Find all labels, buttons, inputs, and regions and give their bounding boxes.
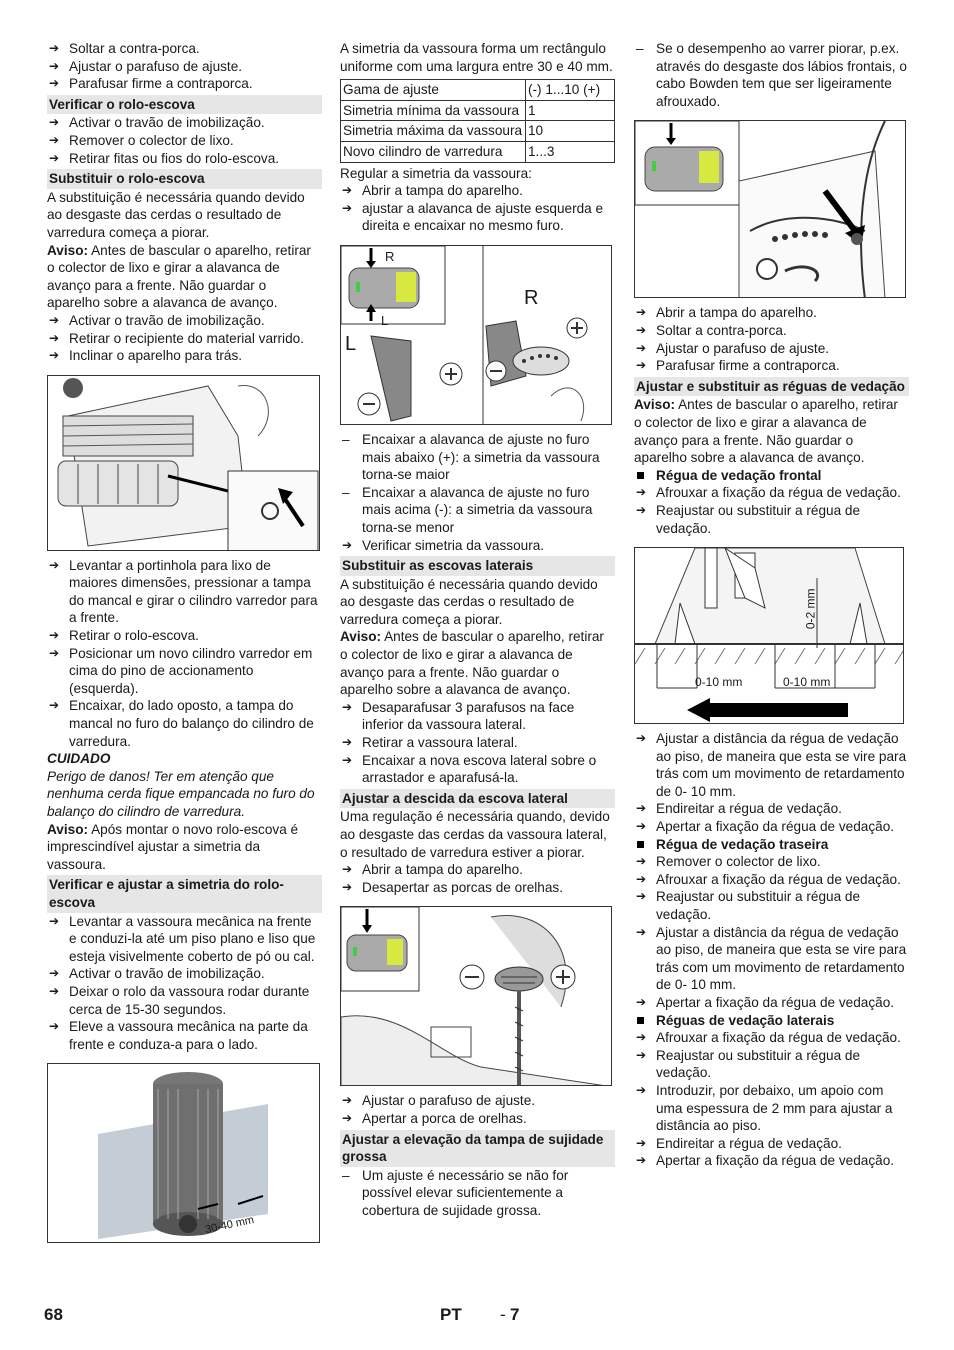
- step: ➔ Desaparafusar 3 parafusos na face inferior da vassoura lateral.: [340, 699, 615, 734]
- bullet-heading: Régua de vedação frontal: [634, 467, 909, 485]
- table-row: [341, 121, 615, 142]
- step: ➔ Parafusar firme a contraporca.: [47, 75, 322, 93]
- step: ➔ Abrir a tampa do aparelho.: [634, 304, 909, 322]
- note-paragraph: [340, 628, 615, 698]
- step: ➔ Soltar a contra-porca.: [634, 322, 909, 340]
- note-paragraph: [47, 821, 322, 874]
- table-cell: Simetria mínima da vassoura: [341, 100, 526, 121]
- note-text: Antes de bascular o aparelho, retirar o colector de lixo e girar a alavanca de avanço para a frente. Não guardar o aparelho sobre a alavanca de avanço.: [634, 397, 898, 466]
- bowden-cable-figure: [634, 120, 906, 298]
- step: ➔ Apertar a fixação da régua de vedação.: [634, 994, 909, 1012]
- step: ➔ Reajustar ou substituir a régua de vedação.: [634, 888, 909, 923]
- step: ➔ Deixar o rolo da vassoura rodar durante cerca de 15-30 segundos.: [47, 983, 322, 1018]
- table-cell: 1...3: [526, 141, 615, 162]
- bullet-heading: Réguas de vedação laterais: [634, 1012, 909, 1030]
- brush-pattern-figure: [47, 1063, 320, 1243]
- dash-item: – Encaixar a alavanca de ajuste no furo mais acima (-): a simetria da vassoura torna-se menor: [340, 484, 615, 537]
- height-label: 0-2 mm: [803, 588, 818, 630]
- step: ➔ Reajustar ou substituir a régua de vedação.: [634, 502, 909, 537]
- table-cell: (-) 1...10 (+): [526, 80, 615, 101]
- note-label: Aviso:: [47, 242, 89, 258]
- step: ➔ ajustar a alavanca de ajuste esquerda e direita e encaixar no mesmo furo.: [340, 200, 615, 235]
- table-row: [341, 141, 615, 162]
- table-cell: Gama de ajuste: [341, 80, 526, 101]
- settings-table: [340, 79, 615, 162]
- step: ➔ Posicionar um novo cilindro varredor em cima do pino de accionamento (esquerda).: [47, 645, 322, 698]
- bullet-heading: Régua de vedação traseira: [634, 836, 909, 854]
- step: ➔ Soltar a contra-porca.: [47, 40, 322, 58]
- section-heading: Ajustar a descida da escova lateral: [340, 789, 615, 809]
- dash-item: – Um ajuste é necessário se não for possível elevar suficientemente a cobertura de sujidade grossa.: [340, 1167, 615, 1220]
- note-text: Antes de bascular o aparelho, retirar o colector de lixo e girar a alavanca de avanço para a frente. Não guardar o aparelho sobre a alavanca de avanço.: [340, 629, 604, 698]
- step: ➔ Retirar o rolo-escova.: [47, 627, 322, 645]
- paragraph: A substituição é necessária quando devido ao desgaste das cerdas o resultado de varredura começa a piorar.: [47, 189, 305, 240]
- step: ➔ Endireitar a régua de vedação.: [634, 800, 909, 818]
- roller-brush-figure: [47, 375, 320, 551]
- note-paragraph: [634, 396, 909, 466]
- caution-heading: CUIDADO: [47, 751, 111, 767]
- wing-nut-figure: [340, 906, 612, 1086]
- step: ➔ Inclinar o aparelho para trás.: [47, 347, 322, 365]
- step: ➔ Apertar a fixação da régua de vedação.: [634, 1152, 909, 1170]
- table-row: [341, 80, 615, 101]
- sub-page-number: 7: [510, 1305, 520, 1324]
- table-cell: Simetria máxima da vassoura: [341, 121, 526, 142]
- figure-label-l-large: L: [345, 332, 357, 355]
- step: ➔ Apertar a porca de orelhas.: [340, 1110, 615, 1128]
- paragraph: A substituição é necessária quando devido ao desgaste das cerdas o resultado de varredura começa a piorar.: [340, 576, 598, 627]
- step: ➔ Encaixar a nova escova lateral sobre o arrastador e aparafusá-la.: [340, 752, 615, 787]
- column-3: [634, 40, 909, 1170]
- step: ➔ Apertar a fixação da régua de vedação.: [634, 818, 909, 836]
- section-heading: Verificar e ajustar a simetria do rolo-escova: [47, 875, 322, 912]
- step: ➔ Activar o travão de imobilização.: [47, 965, 322, 983]
- step: ➔ Activar o travão de imobilização.: [47, 114, 322, 132]
- step: ➔ Desapertar as porcas de orelhas.: [340, 879, 615, 897]
- step: ➔ Encaixar, do lado oposto, a tampa do mancal no furo do balanço do cilindro de varredura.: [47, 697, 322, 750]
- gap-label-right: 0-10 mm: [783, 675, 831, 690]
- step: ➔ Afrouxar a fixação da régua de vedação.: [634, 484, 909, 502]
- step: ➔ Ajustar o parafuso de ajuste.: [340, 1092, 615, 1110]
- step: ➔ Parafusar firme a contraporca.: [634, 357, 909, 375]
- dash-item: – Encaixar a alavanca de ajuste no furo mais abaixo (+): a simetria da vassoura torna-se maior: [340, 431, 615, 484]
- step: ➔ Remover o colector de lixo.: [634, 853, 909, 871]
- column-2: [340, 40, 615, 1220]
- step: ➔ Ajustar o parafuso de ajuste.: [634, 340, 909, 358]
- table-row: [341, 100, 615, 121]
- gap-label-left: 0-10 mm: [695, 675, 743, 690]
- step: ➔ Abrir a tampa do aparelho.: [340, 861, 615, 879]
- dash-item: – Se o desempenho ao varrer piorar, p.ex. através do desgaste dos lábios frontais, o cabo Bowden tem que ser ligeiramente afrouxado.: [634, 40, 909, 110]
- figure-label-l: L: [381, 312, 389, 328]
- table-cell: 10: [526, 121, 615, 142]
- step: ➔ Retirar o recipiente do material varrido.: [47, 330, 322, 348]
- language-code: PT: [440, 1305, 462, 1324]
- section-heading: Substituir as escovas laterais: [340, 556, 615, 576]
- page-footer: [0, 1306, 954, 1330]
- section-heading: Substituir o rolo-escova: [47, 169, 322, 189]
- paragraph: A simetria da vassoura forma um rectângulo uniforme com uma largura entre 30 e 40 mm.: [340, 41, 613, 74]
- adjust-lever-figure: [340, 245, 612, 425]
- seal-strip-figure: [634, 547, 904, 724]
- note-text: Após montar o novo rolo-escova é imprescindível ajustar a simetria da vassoura.: [47, 821, 299, 872]
- step: ➔ Retirar fitas ou fios do rolo-escova.: [47, 150, 322, 168]
- column-1: [47, 40, 322, 1249]
- step: ➔ Activar o travão de imobilização.: [47, 312, 322, 330]
- note-label: Aviso:: [340, 629, 382, 645]
- step: ➔ Abrir a tampa do aparelho.: [340, 182, 615, 200]
- step: ➔ Levantar a portinhola para lixo de maiores dimensões, pressionar a tampa do mancal e girar o cilindro varredor para a frente.: [47, 557, 322, 627]
- step: ➔ Ajustar o parafuso de ajuste.: [47, 58, 322, 76]
- footer-separator: -: [500, 1305, 506, 1324]
- step: ➔ Endireitar a régua de vedação.: [634, 1135, 909, 1153]
- step: ➔ Remover o colector de lixo.: [47, 132, 322, 150]
- paragraph: Uma regulação é necessária quando, devido ao desgaste das cerdas da vassoura lateral, o resultado de varredura estiver a piorar.: [340, 809, 610, 860]
- section-heading: Ajustar a elevação da tampa de sujidade grossa: [340, 1130, 615, 1167]
- step: ➔ Ajustar a distância da régua de vedação ao piso, de maneira que esta se vire para trás com um movimento de retardamento de 0- 10 mm.: [634, 924, 909, 994]
- note-label: Aviso:: [634, 397, 676, 413]
- step: ➔ Levantar a vassoura mecânica na frente e conduzi-la até um piso plano e liso que esteja visivelmente coberto de pó ou cal.: [47, 913, 322, 966]
- step: ➔ Introduzir, por debaixo, um apoio com uma espessura de 2 mm para ajustar a distância ao piso.: [634, 1082, 909, 1135]
- note-text: Antes de bascular o aparelho, retirar o colector de lixo e girar a alavanca de avanço para a frente. Não guardar o aparelho sobre a alavanca de avanço.: [47, 242, 311, 311]
- caution-text: Perigo de danos! Ter em atenção que nenhuma cerda fique empancada no furo do balanço do cilindro de varredura.: [47, 768, 315, 819]
- paragraph: Regular a simetria da vassoura:: [340, 165, 532, 181]
- brush-pattern-label: 30-40 mm: [204, 1214, 256, 1237]
- step: ➔ Afrouxar a fixação da régua de vedação.: [634, 871, 909, 889]
- table-cell: 1: [526, 100, 615, 121]
- step: ➔ Reajustar ou substituir a régua de vedação.: [634, 1047, 909, 1082]
- table-cell: Novo cilindro de varredura: [341, 141, 526, 162]
- note-paragraph: [47, 242, 322, 312]
- step: ➔ Afrouxar a fixação da régua de vedação.: [634, 1029, 909, 1047]
- step: ➔ Retirar a vassoura lateral.: [340, 734, 615, 752]
- note-label: Aviso:: [47, 821, 89, 837]
- step: ➔ Verificar simetria da vassoura.: [340, 537, 615, 555]
- figure-label-r: R: [385, 248, 395, 264]
- step: ➔ Eleve a vassoura mecânica na parte da frente e conduza-a para o lado.: [47, 1018, 322, 1053]
- figure-label-r-large: R: [524, 286, 539, 309]
- section-heading: Ajustar e substituir as réguas de vedação: [634, 377, 909, 397]
- page-number: 68: [44, 1305, 63, 1324]
- section-heading: Verificar o rolo-escova: [47, 95, 322, 115]
- step: ➔ Ajustar a distância da régua de vedação ao piso, de maneira que esta se vire para trás com um movimento de retardamento de 0- 10 mm.: [634, 730, 909, 800]
